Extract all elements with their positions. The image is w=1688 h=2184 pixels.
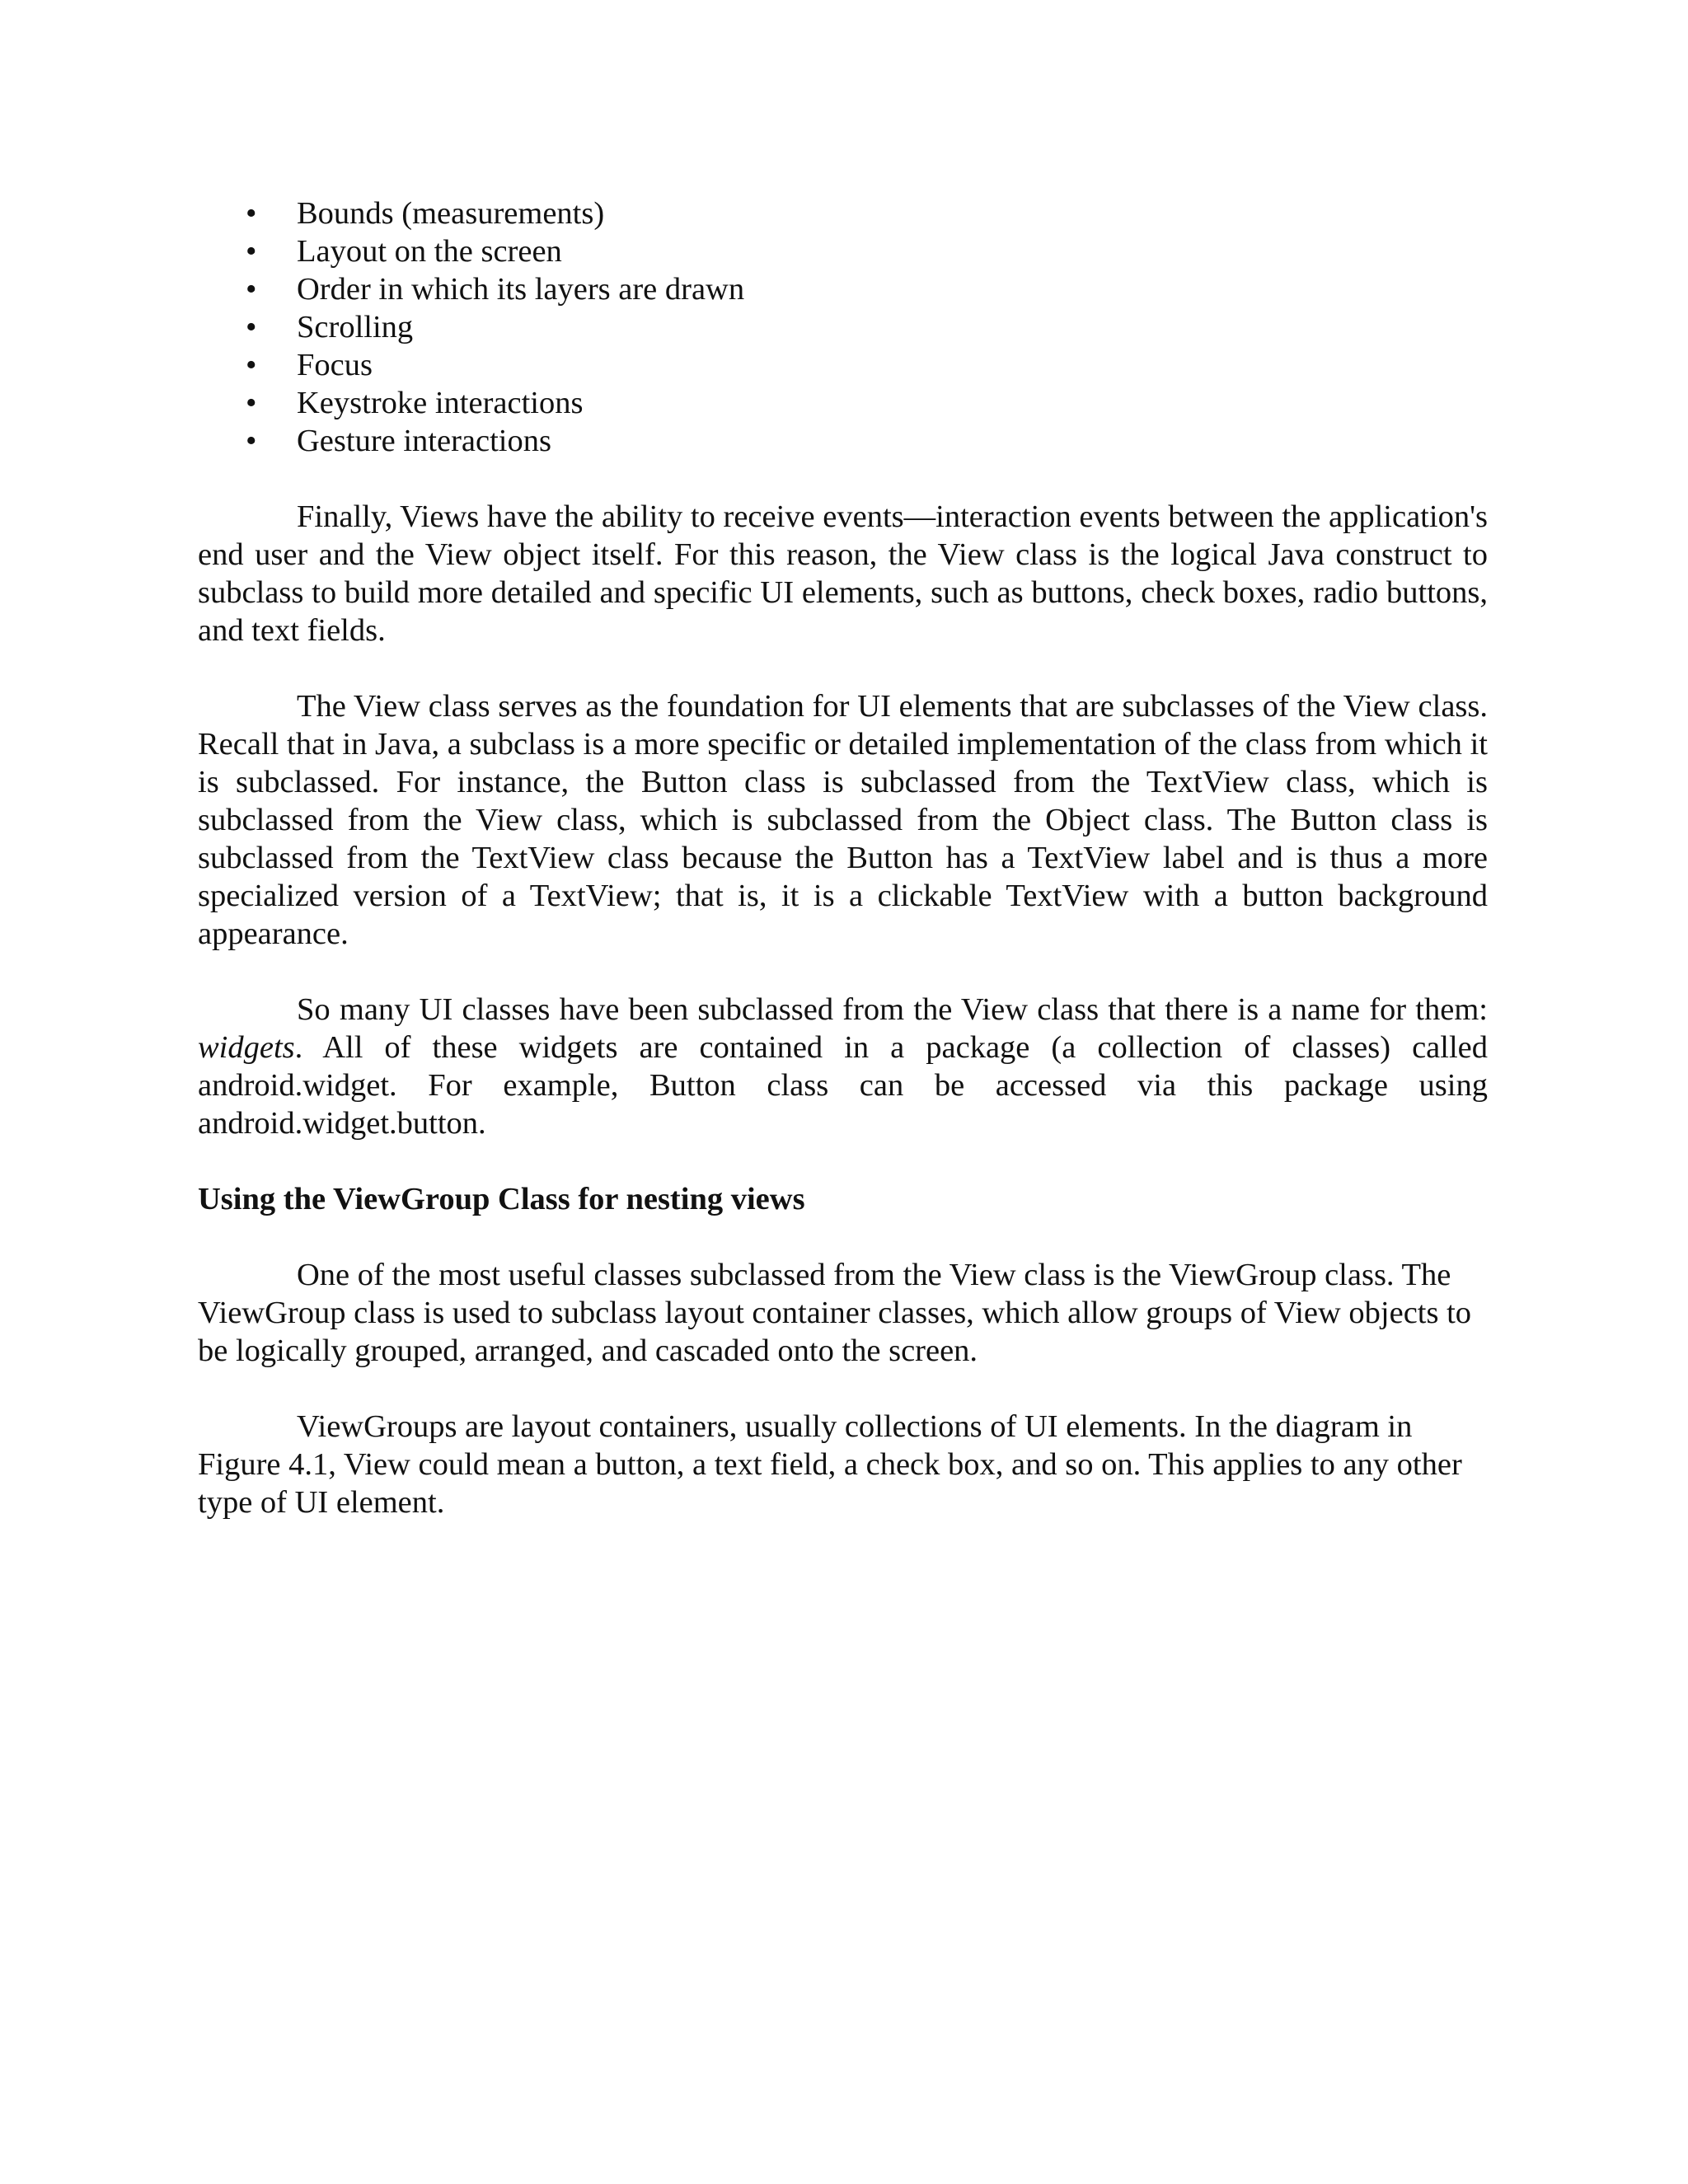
section-heading: Using the ViewGroup Class for nesting views: [198, 1182, 805, 1216]
bullet-icon: •: [246, 272, 257, 307]
bullet-icon: •: [246, 424, 257, 458]
list-item-text: Layout on the screen: [297, 234, 562, 269]
list-item-text: Keystroke interactions: [297, 386, 584, 420]
bullet-icon: •: [246, 348, 257, 382]
bullet-icon: •: [246, 196, 257, 231]
bullet-icon: •: [246, 310, 257, 344]
list-item: [198, 308, 1488, 346]
paragraph-text: . All of these widgets are contained in a package (a collection of classes) called android.widget. For example, Button class can be accessed via this package using android.widget.button.: [198, 1030, 1488, 1141]
document-page: [198, 194, 1488, 1521]
paragraph-viewgroup-class: One of the most useful classes subclassed from the View class is the ViewGroup class. The ViewGroup class is used to subclass layout container classes, which allow groups of View objects to be logically grouped, arranged, and cascaded onto the screen.: [198, 1258, 1472, 1368]
list-item-text: Scrolling: [297, 310, 414, 344]
list-item-text: Bounds (measurements): [297, 196, 605, 231]
paragraph-viewgroup-containers: ViewGroups are layout containers, usually collections of UI elements. In the diagram in Figure 4.1, View could mean a button, a text field, a check box, and so on. This applies to any other type of UI element.: [198, 1409, 1462, 1520]
bullet-icon: •: [246, 386, 257, 420]
list-item-text: Focus: [297, 348, 373, 382]
paragraph-view-events: Finally, Views have the ability to receive events—interaction events between the application's end user and the View object itself. For this reason, the View class is the logical Java construct to subclass to build more detailed and specific UI elements, such as buttons, check boxes, radio buttons, and text fields.: [198, 499, 1488, 648]
paragraph-widgets: [198, 991, 1488, 1142]
list-item: [198, 422, 1488, 460]
emphasis-widgets: widgets: [198, 1030, 295, 1065]
feature-bullet-list: [198, 194, 1488, 460]
list-item: [198, 232, 1488, 270]
paragraph-view-foundation: The View class serves as the foundation for UI elements that are subclasses of the View class. Recall that in Java, a subclass is a more specific or detailed implementation of the class from which it is subclassed. For instance, the Button class is subclassed from the TextView class, which is subclassed from the View class, which is subclassed from the Object class. The Button class is subclassed from the TextView class because the Button has a TextView label and is thus a more specialized version of a TextView; that is, it is a clickable TextView with a button background appearance.: [198, 689, 1488, 951]
paragraph-text: So many UI classes have been subclassed from the View class that there is a name for them:: [297, 992, 1488, 1027]
list-item: [198, 270, 1488, 308]
list-item: [198, 384, 1488, 422]
list-item: [198, 194, 1488, 232]
list-item-text: Order in which its layers are drawn: [297, 272, 745, 307]
list-item: [198, 346, 1488, 384]
bullet-icon: •: [246, 234, 257, 269]
list-item-text: Gesture interactions: [297, 424, 551, 458]
